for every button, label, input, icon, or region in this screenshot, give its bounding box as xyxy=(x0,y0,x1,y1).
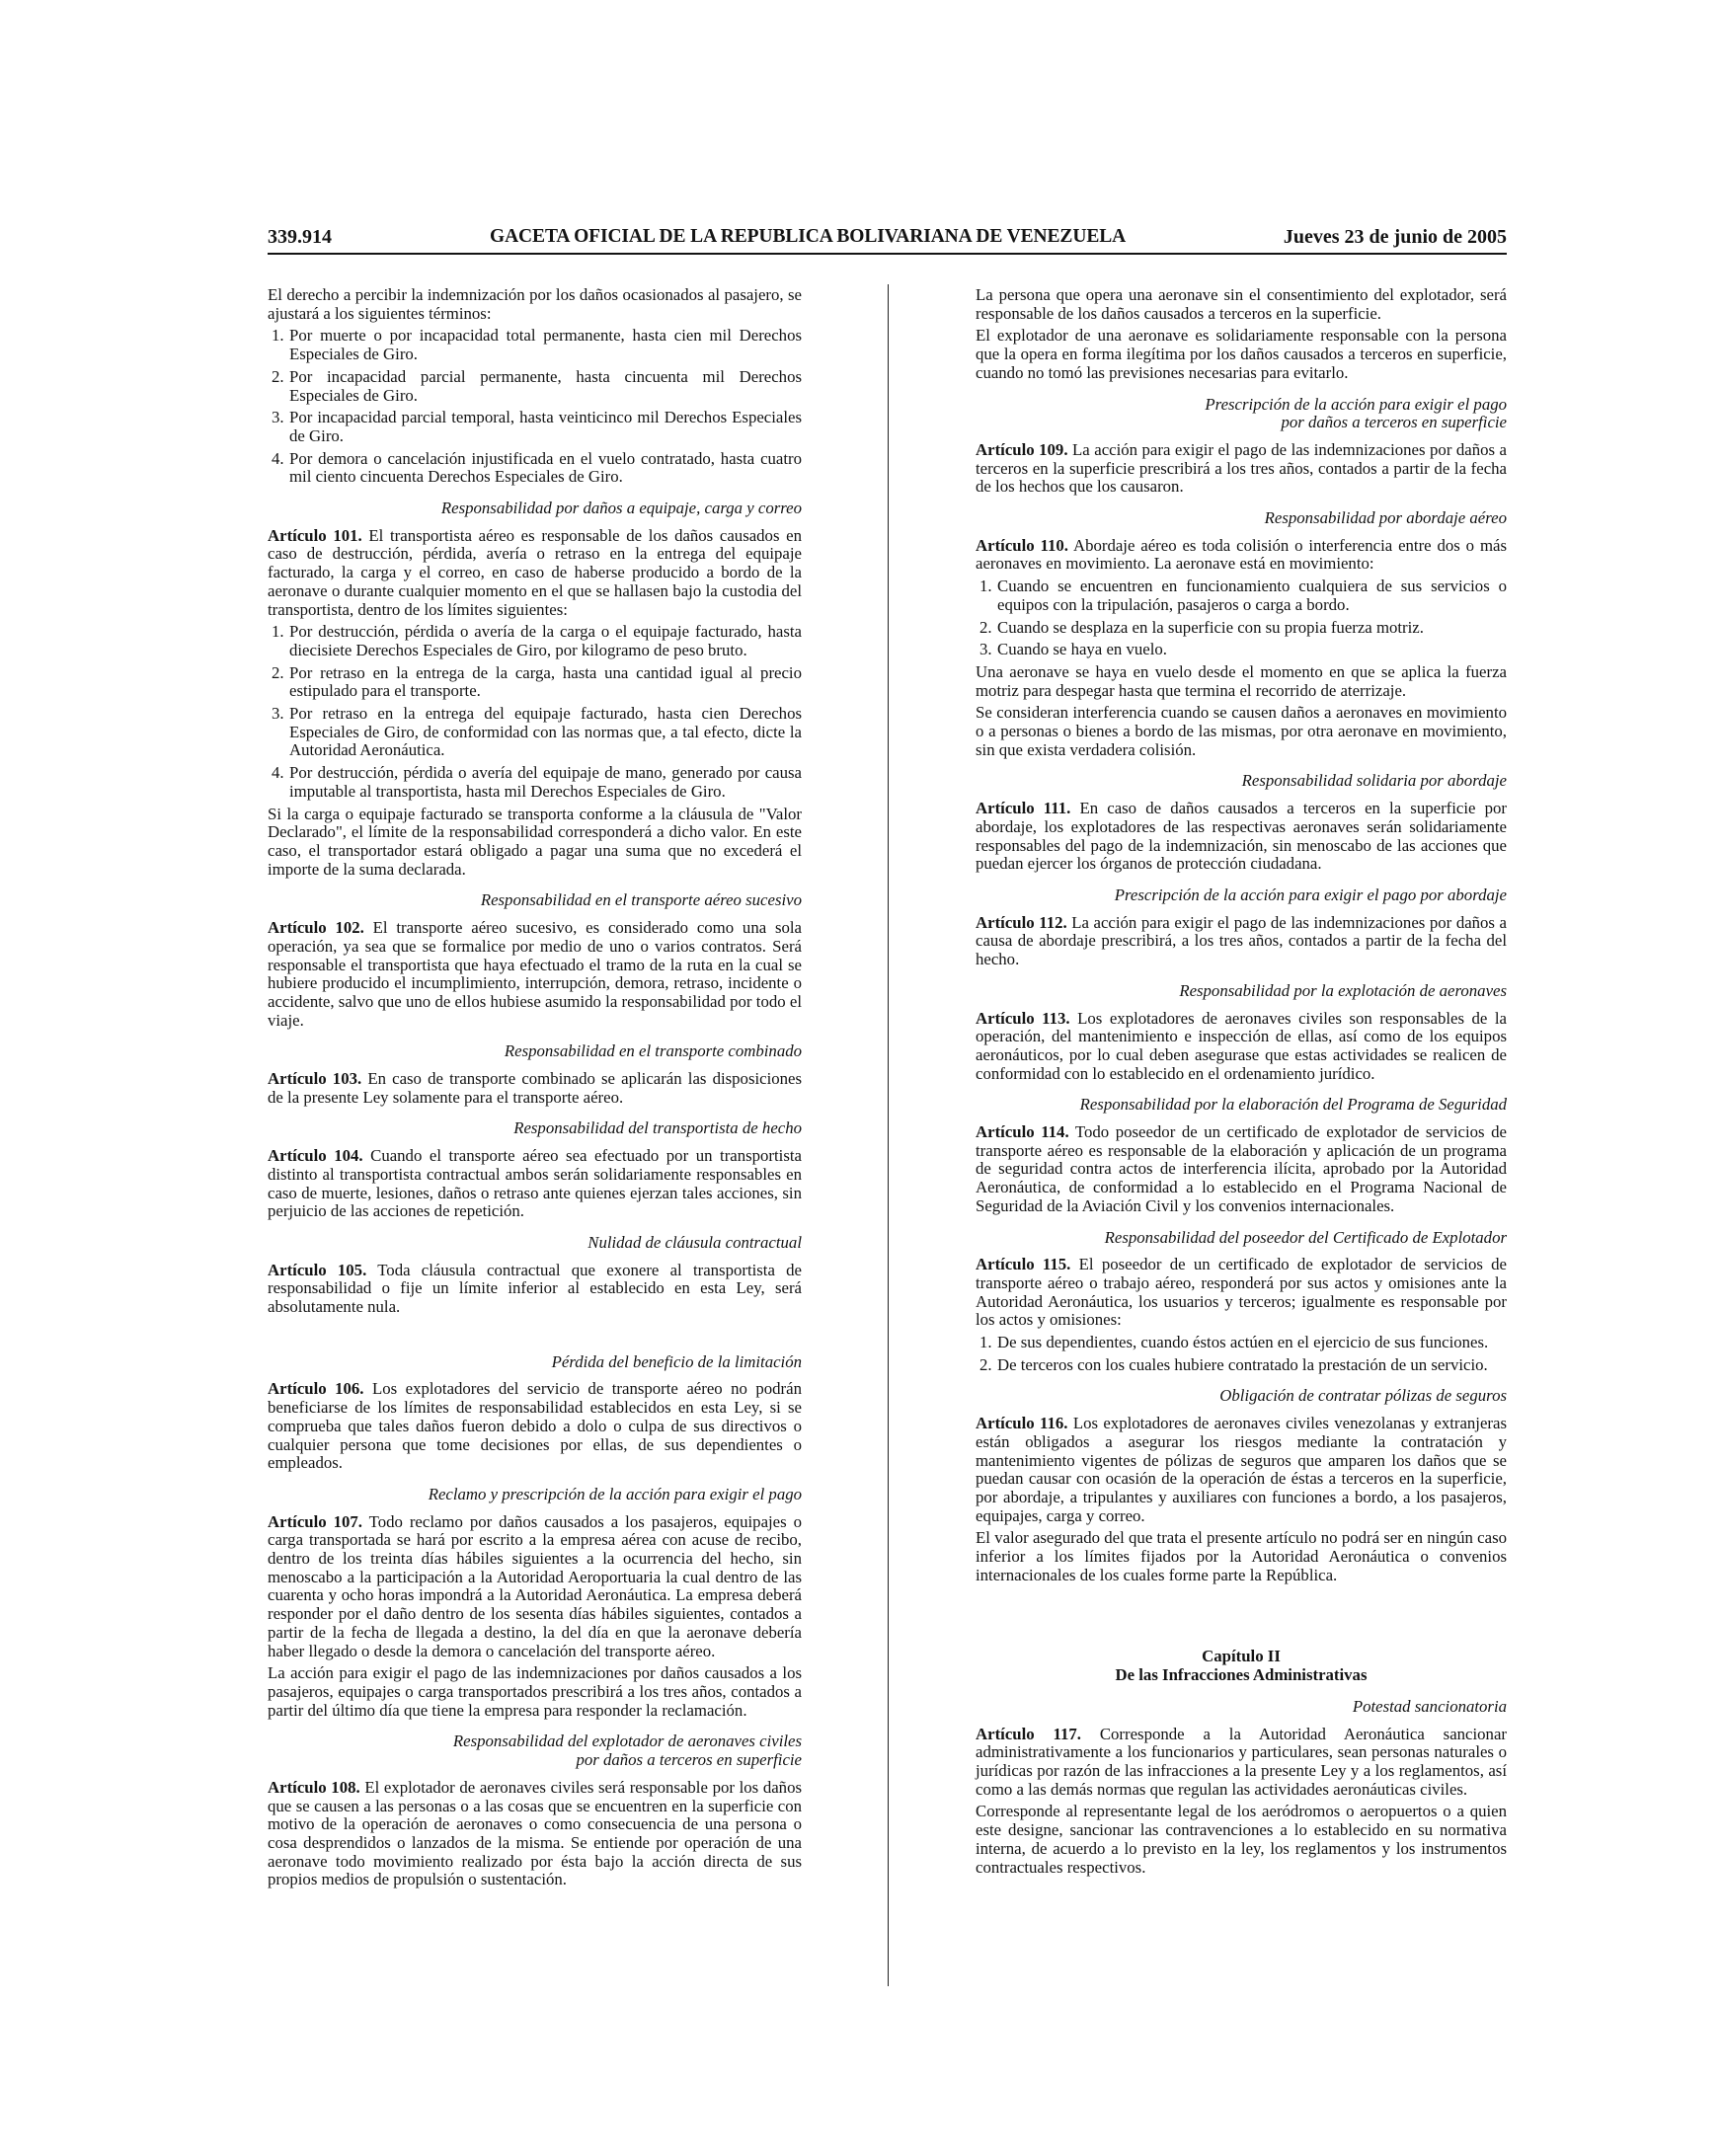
article-label: Artículo 112. xyxy=(976,912,1067,932)
list-text: Por retraso en la entrega del equipaje facturado, hasta cien Derechos Especiales de Giro, de conformidad con las normas que, a tal efecto, dicte la Autoridad Aeronáutica. xyxy=(289,704,802,760)
paragraph: Se consideran interferencia cuando se causen daños a aeronaves en movimiento o a personas o bienes a bordo de las mismas, por otra aeronave en movimiento, sin que exista verdadera colisión. xyxy=(976,703,1507,759)
article-115 xyxy=(976,1256,1507,1330)
list-number: 1. xyxy=(979,577,992,596)
article-116 xyxy=(976,1415,1507,1525)
section-heading: Nulidad de cláusula contractual xyxy=(587,1232,802,1252)
article-body: Cuando el transporte aéreo sea efectuado por un transportista distinto al transportista contractual ambos serán solidariamente responsables en caso de muerte, lesiones, daños o retraso ante quienes ejerzan tales acciones, sin perjuicio de las acciones de repetición. xyxy=(268,1146,802,1221)
article-label: Artículo 105. xyxy=(268,1260,367,1279)
article-body: Toda cláusula contractual que exonere al transportista de responsabilidad o fije un límite inferior al establecido en esta Ley, será absolutamente nula. xyxy=(268,1260,802,1317)
article-body: Todo poseedor de un certificado de explotador de servicios de transporte aéreo es responsable de la elaboración y aplicación de un programa de seguridad contra actos de interferencia ilícita, aprobado por la Autoridad Aeronáutica, de conformidad a lo establecido en el Programa Nacional de Seguridad de la Aviación Civil y los convenios internacionales. xyxy=(976,1122,1507,1215)
list-number: 2. xyxy=(272,662,284,682)
page-number: 339.914 xyxy=(268,226,332,248)
issue-date: Jueves 23 de junio de 2005 xyxy=(1283,226,1507,248)
left-column xyxy=(268,286,802,1893)
list-number: 1. xyxy=(272,622,284,642)
list-text: Cuando se encuentren en funcionamiento cualquiera de sus servicios o equipos con la tripulación, pasajeros o carga a bordo. xyxy=(997,577,1507,614)
heading-line: por daños a terceros en superficie xyxy=(1281,413,1507,432)
article-label: Artículo 116. xyxy=(976,1414,1068,1433)
section-heading: Potestad sancionatoria xyxy=(1352,1696,1507,1716)
article-label: Artículo 101. xyxy=(268,525,362,545)
article-body: Todo reclamo por daños causados a los pasajeros, equipajes o carga transportada se hará por escrito a la empresa aérea con acuse de recibo, dentro de los treinta días hábiles siguientes a la ocurrencia del hecho, sin menoscabo a la participación a la Autoridad Aeroportuaria la cual dentro de las cuarenta y ocho horas impondrá a la Autoridad Aeronáutica. La empresa deberá responder por el daño dentro de los sesenta días hábiles siguientes, contados a partir de la fecha de llegada a destino, la del día en que la aeronave debería haber llegado o desde la demora o cancelación del transporte aéreo. xyxy=(268,1511,803,1660)
list-text: Cuando se haya en vuelo. xyxy=(997,640,1167,659)
article-114 xyxy=(976,1123,1507,1216)
section-heading: Responsabilidad por la explotación de aeronaves xyxy=(1179,980,1507,1000)
header-rule xyxy=(268,253,1507,255)
list-text: Por demora o cancelación injustificada en el vuelo contratado, hasta cuatro mil ciento cincuenta Derechos Especiales de Giro. xyxy=(289,448,802,487)
article-107 xyxy=(268,1513,802,1661)
article-103 xyxy=(268,1070,802,1107)
section-heading: Responsabilidad en el transporte combinado xyxy=(504,1041,802,1061)
article-117 xyxy=(976,1726,1507,1800)
article-label: Artículo 110. xyxy=(976,535,1068,555)
article-101 xyxy=(268,527,802,620)
article-body: Corresponde a la Autoridad Aeronáutica sancionar administrativamente a los funcionarios y particulares, sean personas naturales o jurídicas por razón de las infracciones a la presente Ley y a los reglamentos, así como a las demás normas que regulan las actividades aeronáuticas civiles. xyxy=(976,1724,1507,1799)
list-number: 3. xyxy=(272,408,284,427)
section-heading: Pérdida del beneficio de la limitación xyxy=(551,1351,802,1371)
list-item xyxy=(268,450,802,487)
article-body: Abordaje aéreo es toda colisión o interferencia entre dos o más aeronaves en movimiento. La aeronave está en movimiento: xyxy=(976,535,1507,574)
article-body: El poseedor de un certificado de explotador de servicios de transporte aéreo o trabajo aéreo, responderá por sus actos y omisiones ante la Autoridad Aeronáutica, los usuarios y terceros; igualmente es responsable por los actos y omisiones: xyxy=(976,1255,1507,1330)
article-label: Artículo 103. xyxy=(268,1069,362,1089)
article-108 xyxy=(268,1779,802,1889)
article-body: Los explotadores de aeronaves civiles son responsables de la operación, del mantenimiento e inspección de ellas, así como de los equipos aeronáuticos, por lo cual deben asegurase que estas actividades se realicen de conformidad con lo establecido en el ordenamiento jurídico. xyxy=(976,1008,1507,1083)
article-label: Artículo 108. xyxy=(268,1777,360,1797)
list-item xyxy=(268,409,802,445)
article-113 xyxy=(976,1010,1507,1084)
chapter-subtitle: De las Infracciones Administrativas xyxy=(1115,1665,1368,1685)
column-divider xyxy=(888,284,889,1986)
list-item xyxy=(268,327,802,363)
paragraph: Si la carga o equipaje facturado se transporta conforme a la cláusula de "Valor Declarado", el límite de la responsabilidad corresponderá a dicho valor. En este caso, el transportador estará obligado a pagar una suma que no excederá el importe de la suma declarada. xyxy=(268,804,802,879)
list-number: 2. xyxy=(272,366,284,386)
article-label: Artículo 115. xyxy=(976,1255,1071,1274)
list-text: De terceros con los cuales hubiere contratado la prestación de un servicio. xyxy=(997,1354,1488,1374)
list-item xyxy=(268,664,802,701)
article-body: En caso de transporte combinado se aplicarán las disposiciones de la presente Ley solamente para el transporte aéreo. xyxy=(268,1069,803,1107)
article-body: En caso de daños causados a terceros en la superficie por abordaje, los explotadores de las respectivas aeronaves serán solidariamente responsables del pago de la indemnización, sin menoscabo de las acciones que puedan ejercer los órganos de protección ciudadana. xyxy=(976,799,1507,874)
heading-line: por daños a terceros en superficie xyxy=(576,1750,802,1770)
section-heading: Responsabilidad por daños a equipaje, carga y correo xyxy=(440,499,802,518)
list-item xyxy=(976,619,1507,638)
list-number: 1. xyxy=(272,326,284,346)
paragraph: Corresponde al representante legal de los aeródromos o aeropuertos o a quien este designe, sancionar las contravenciones a lo establecido en su normativa interna, de acuerdo a lo previsto en la ley, los reglamentos y los instrumentos contractuales respectivos. xyxy=(976,1802,1507,1877)
list-text: Por destrucción, pérdida o avería de la carga o el equipaje facturado, hasta diecisiete Derechos Especiales de Giro, por kilogramo de peso bruto. xyxy=(289,622,802,659)
article-label: Artículo 109. xyxy=(976,439,1068,459)
article-label: Artículo 117. xyxy=(976,1724,1081,1743)
list-text: Por incapacidad parcial permanente, hasta cincuenta mil Derechos Especiales de Giro. xyxy=(289,366,802,405)
list-item xyxy=(268,623,802,659)
section-heading: Responsabilidad por abordaje aéreo xyxy=(1264,508,1507,528)
section-heading: Responsabilidad en el transporte aéreo sucesivo xyxy=(480,890,802,910)
article-102 xyxy=(268,919,802,1030)
gazette-title: GACETA OFICIAL DE LA REPUBLICA BOLIVARIANA DE VENEZUELA xyxy=(490,226,1127,247)
article-112 xyxy=(976,914,1507,969)
article-label: Artículo 107. xyxy=(268,1511,362,1531)
list-number: 4. xyxy=(272,763,284,783)
list-number: 4. xyxy=(272,448,284,468)
article-body: El transporte aéreo sucesivo, es considerado como una sola operación, ya sea que se formalice por medio de uno o varios contratos. Será responsable el transportista que haya efectuado el tramo de la ruta en la cual se hubiere producido el incumplimiento, interrupción, demora, retraso, incidente o accidente, salvo que uno de ellos hubiese asumido la responsabilidad por todo el viaje. xyxy=(268,918,802,1030)
article-body: El transportista aéreo es responsable de los daños causados en caso de destrucción, pérdida, avería o retraso en la entrega del equipaje facturado, la carga y el correo, en caso de haberse producido a bordo de la aeronave o durante cualquier momento en el que se hallasen bajo la custodia del transportista, dentro de los límites siguientes: xyxy=(268,525,803,619)
section-heading: Responsabilidad solidaria por abordaje xyxy=(1241,771,1507,791)
list-number: 3. xyxy=(272,704,284,724)
list-item xyxy=(976,1356,1507,1375)
paragraph: Una aeronave se haya en vuelo desde el momento en que se aplica la fuerza motriz para despegar hasta que termina el recorrido de aterrizaje. xyxy=(976,661,1507,700)
paragraph: La persona que opera una aeronave sin el consentimiento del explotador, será responsable de los daños causados a terceros en la superficie. xyxy=(976,285,1507,323)
section-heading: Reclamo y prescripción de la acción para exigir el pago xyxy=(428,1484,802,1503)
section-heading: Obligación de contratar pólizas de seguros xyxy=(1219,1386,1507,1406)
list-text: Por muerte o por incapacidad total permanente, hasta cien mil Derechos Especiales de Giro. xyxy=(289,326,802,364)
article-label: Artículo 106. xyxy=(268,1379,364,1399)
article-105 xyxy=(268,1262,802,1317)
paragraph: El valor asegurado del que trata el presente artículo no podrá ser en ningún caso inferior a los límites fijados por la Autoridad Aeronáutica o convenios internacionales de los cuales forme parte la República. xyxy=(976,1528,1507,1584)
section-heading xyxy=(268,1732,802,1769)
list-item xyxy=(268,705,802,760)
list-text: Por retraso en la entrega de la carga, hasta una cantidad igual al precio estipulado para el transporte. xyxy=(289,662,802,701)
chapter-title: Capítulo II xyxy=(1202,1647,1281,1666)
article-label: Artículo 104. xyxy=(268,1146,363,1166)
article-106 xyxy=(268,1380,802,1473)
article-label: Artículo 111. xyxy=(976,799,1071,818)
article-body: La acción para exigir el pago de las indemnizaciones por daños a causa de abordaje prescribirá, a los tres años, contados a partir de la fecha del hecho. xyxy=(976,912,1507,969)
right-column xyxy=(976,286,1507,1881)
list-item xyxy=(976,578,1507,614)
article-110 xyxy=(976,537,1507,574)
paragraph: La acción para exigir el pago de las indemnizaciones por daños causados a los pasajeros, equipajes o carga transportados prescribirá a los tres años, contados a partir del último día que tiene la empresa para responder la reclamación. xyxy=(268,1663,802,1720)
list-number: 1. xyxy=(979,1333,992,1352)
article-body: La acción para exigir el pago de las indemnizaciones por daños a terceros en la superficie prescribirá a los tres años, contados a partir de la fecha de los hechos que los causaron. xyxy=(976,439,1508,497)
list-number: 2. xyxy=(979,617,992,637)
list-item xyxy=(976,1334,1507,1352)
section-heading: Responsabilidad por la elaboración del Programa de Seguridad xyxy=(1079,1095,1507,1115)
list-text: Por destrucción, pérdida o avería del equipaje de mano, generado por causa imputable al transportista, hasta mil Derechos Especiales de Giro. xyxy=(289,763,802,801)
article-label: Artículo 113. xyxy=(976,1008,1070,1028)
section-heading: Responsabilidad del transportista de hecho xyxy=(513,1118,802,1138)
article-104 xyxy=(268,1147,802,1221)
list-number: 3. xyxy=(979,640,992,659)
heading-line: Responsabilidad del explotador de aeronaves civiles xyxy=(452,1732,802,1751)
chapter-heading xyxy=(976,1648,1507,1684)
section-heading: Responsabilidad del poseedor del Certificado de Explotador xyxy=(1104,1227,1507,1247)
article-111 xyxy=(976,800,1507,874)
paragraph: El explotador de una aeronave es solidariamente responsable con la persona que la opera en forma ilegítima por los daños causados a terceros en superficie, cuando no tomó las previsiones necesarias para evitarlo. xyxy=(976,326,1507,382)
article-label: Artículo 102. xyxy=(268,918,364,938)
list-number: 2. xyxy=(979,1354,992,1374)
list-item xyxy=(976,641,1507,659)
intro-paragraph: El derecho a percibir la indemnización por los daños ocasionados al pasajero, se ajustará a los siguientes términos: xyxy=(268,285,802,323)
list-text: De sus dependientes, cuando éstos actúen en el ejercicio de sus funciones. xyxy=(997,1333,1489,1352)
article-109 xyxy=(976,441,1507,497)
list-item xyxy=(268,764,802,801)
article-label: Artículo 114. xyxy=(976,1122,1069,1142)
heading-line: Prescripción de la acción para exigir el pago xyxy=(1205,394,1507,414)
list-item xyxy=(268,368,802,405)
article-body: Los explotadores del servicio de transporte aéreo no podrán beneficiarse de los límites de responsabilidad establecidos en esta Ley, si se comprueba que tales daños fueron debido a dolo o culpa de sus directivos o cualquier persona que tome decisiones por ellas, de sus dependientes o empleados. xyxy=(268,1379,802,1473)
section-heading: Prescripción de la acción para exigir el pago por abordaje xyxy=(1114,885,1507,904)
section-heading xyxy=(976,396,1507,432)
article-body: El explotador de aeronaves civiles será responsable por los daños que se causen a las personas o a las cosas que se encuentren en la superficie con motivo de la operación de aeronaves o como consecuencia de una persona o cosa desprendidos o lanzados de la misma. Se entiende por operación de una aeronave todo movimiento realizado por ésta bajo la acción directa de sus propios medios de propulsión o sustentación. xyxy=(268,1777,802,1889)
list-text: Por incapacidad parcial temporal, hasta veinticinco mil Derechos Especiales de Giro. xyxy=(289,408,802,445)
article-body: Los explotadores de aeronaves civiles venezolanas y extranjeras están obligados a asegurar los riesgos mediante la contratación y mantenimiento vigentes de pólizas de seguros que amparen los daños que se puedan causar con ocasión de la operación de éstas a terceros en la superficie, por abordaje, a tripulantes y auxiliares con funciones a bordo, a los pasajeros, equipajes, carga y correo. xyxy=(976,1414,1507,1525)
list-text: Cuando se desplaza en la superficie con su propia fuerza motriz. xyxy=(997,617,1424,637)
